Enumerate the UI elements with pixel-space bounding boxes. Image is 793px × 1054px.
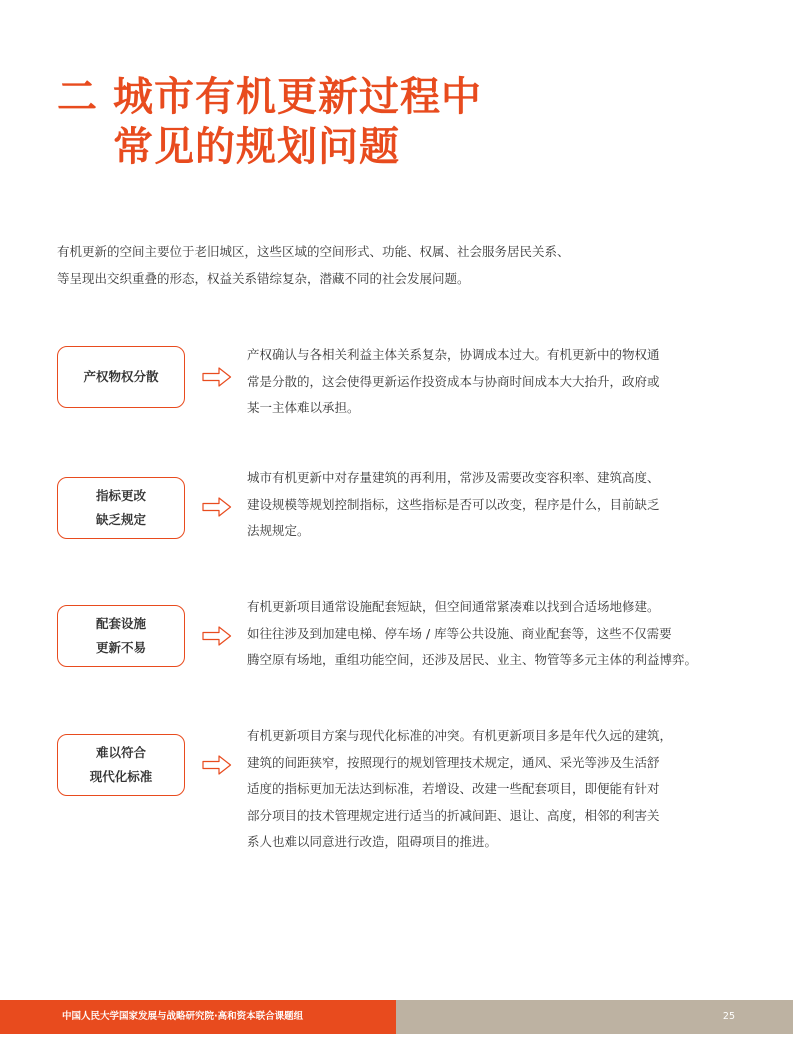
right-arrow-icon bbox=[202, 366, 232, 388]
issue-label-line: 配套设施 bbox=[95, 616, 146, 631]
issue-label-line: 难以符合 bbox=[95, 745, 146, 760]
issue-text-line: 产权确认与各相关利益主体关系复杂，协调成本过大。有机更新中的物权通 bbox=[247, 347, 660, 362]
intro-paragraph bbox=[57, 238, 737, 292]
issue-label-box bbox=[57, 605, 185, 667]
issue-text-line: 建设规模等规划控制指标，这些指标是否可以改变，程序是什么，目前缺乏 bbox=[247, 496, 660, 512]
page-number: 25 bbox=[396, 1000, 793, 1034]
issue-description bbox=[247, 465, 699, 545]
section-heading bbox=[57, 72, 482, 172]
issue-label-line: 缺乏规定 bbox=[95, 512, 146, 527]
section-title-line2: 常见的规划问题 bbox=[113, 124, 400, 170]
issue-label-box bbox=[57, 734, 185, 796]
issue-text-line: 城市有机更新中对存量建筑的再利用，常涉及需要改变容积率、建筑高度、 bbox=[247, 470, 660, 485]
page-footer bbox=[0, 1000, 793, 1034]
section-title-line1: 城市有机更新过程中 bbox=[113, 74, 482, 120]
issue-text-line: 常是分散的，这会使得更新运作投资成本与协商时间成本大大抬升，政府或 bbox=[247, 373, 660, 389]
issue-text-line: 某一主体难以承担。 bbox=[247, 400, 360, 415]
issue-text-line: 法规规定。 bbox=[247, 523, 310, 538]
right-arrow-icon bbox=[202, 625, 232, 647]
issue-label-line: 产权物权分散 bbox=[83, 369, 159, 384]
issue-text-line: 系人也难以同意进行改造，阻碍项目的推进。 bbox=[247, 834, 498, 849]
issue-description bbox=[247, 594, 699, 674]
issue-description bbox=[247, 342, 699, 422]
issue-description bbox=[247, 723, 699, 856]
right-arrow-icon bbox=[202, 754, 232, 776]
intro-line: 有机更新的空间主要位于老旧城区，这些区域的空间形式、功能、权属、社会服务居民关系、 bbox=[57, 244, 570, 259]
issue-label-line: 现代化标准 bbox=[89, 769, 153, 784]
issue-text-line: 建筑的间距狭窄，按照现行的规划管理技术规定，通风、采光等涉及生活舒 bbox=[247, 754, 660, 770]
issue-label-line: 更新不易 bbox=[95, 640, 146, 655]
right-arrow-icon bbox=[202, 496, 232, 518]
issue-label-line: 指标更改 bbox=[95, 488, 146, 503]
issue-text-line: 腾空原有场地，重组功能空间，还涉及居民、业主、物管等多元主体的利益博弈。 bbox=[247, 652, 698, 667]
issue-text-line: 有机更新项目方案与现代化标准的冲突。有机更新项目多是年代久远的建筑， bbox=[247, 728, 673, 743]
issue-text-line: 如往往涉及到加建电梯、停车场 / 库等公共设施、商业配套等，这些不仅需要 bbox=[247, 625, 672, 641]
section-number: 二 bbox=[57, 74, 98, 120]
issue-label-box bbox=[57, 477, 185, 539]
issue-label-box bbox=[57, 346, 185, 408]
issue-text-line: 适度的指标更加无法达到标准，若增设、改建一些配套项目，即便能有针对 bbox=[247, 781, 660, 796]
issue-text-line: 有机更新项目通常设施配套短缺，但空间通常紧凑难以找到合适场地修建。 bbox=[247, 599, 660, 614]
intro-line: 等呈现出交织重叠的形态，权益关系错综复杂，潜藏不同的社会发展问题。 bbox=[57, 271, 470, 286]
issue-text-line: 部分项目的技术管理规定进行适当的折减间距、退让、高度，相邻的利害关 bbox=[247, 807, 660, 823]
footer-organization: 中国人民大学国家发展与战略研究院·高和资本联合课题组 bbox=[0, 1000, 396, 1034]
